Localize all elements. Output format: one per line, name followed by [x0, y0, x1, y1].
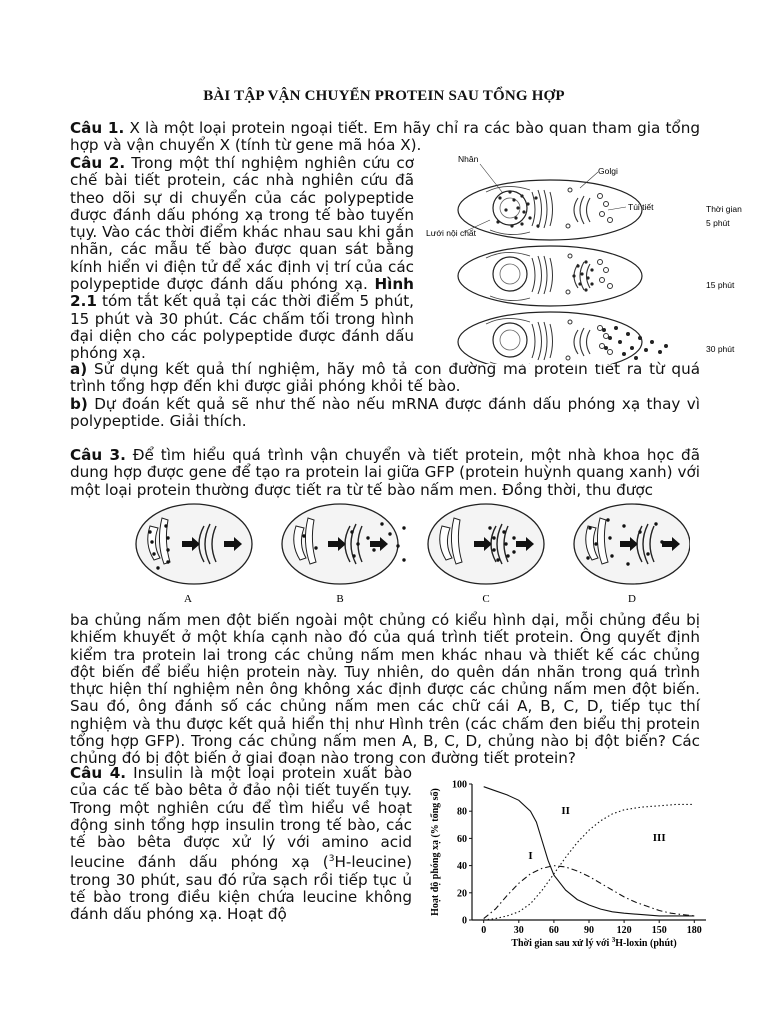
chart-series-label-II: II [561, 804, 570, 817]
chart-xlabel-post: H-loxin (phút) [615, 938, 677, 949]
part-a-label: a) [70, 360, 88, 378]
chart-series-label-I: I [528, 849, 533, 862]
question-4 [70, 765, 412, 924]
cell-5-minutes [458, 180, 642, 240]
part-a-text: Sử dụng kết quả thí nghiệm, hãy mô tả con đường mà protein tiết ra từ quá trình tổng hợp đến khi được giải phóng khỏi tế bào. [70, 360, 701, 396]
yeast-cell-c-label: C [482, 593, 490, 605]
question-1-text: X là một loại protein ngoại tiết. Em hãy chỉ ra các bào quan tham gia tổng hợp và vận chuyển X (tính từ gene mã hóa X). [70, 119, 700, 155]
chart-series-line-I [484, 866, 695, 919]
chart-series-line-III [484, 804, 695, 920]
question-3-intro [70, 447, 700, 499]
page-title: BÀI TẬP VẬN CHUYỂN PROTEIN SAU TỔNG HỢP [203, 88, 565, 104]
question-2-text-b: tóm tắt kết quả tại các thời điểm 5 phút, 15 phút và 30 phút. Các chấm tối trong hình đại diện cho các polypeptide được đánh dấu phóng xạ. [70, 292, 414, 363]
label-time-header: Thời gian [706, 204, 742, 214]
question-4-text-end: H-leucine) trong 30 phút, sau đó rửa sạch rồi tiếp tục ủ tế bào trong điều kiện chứa leucine không đánh dấu phóng xạ. Hoạt độ [70, 853, 412, 924]
chart-y-tick-label: 60 [457, 833, 467, 845]
part-b-label: b) [70, 394, 88, 413]
question-3-label: Câu 3. [70, 446, 126, 464]
yeast-cell-c [428, 504, 544, 605]
chart-xlabel-pre: Thời gian sau xử lý với [511, 938, 612, 949]
question-2-intro [70, 155, 414, 363]
chart-x-tick-label: 120 [616, 925, 632, 936]
chart-series-label-III: III [652, 832, 666, 845]
cell-30-minutes [458, 312, 668, 364]
question-1-label: Câu 1. [70, 119, 125, 137]
figure-2-1-reference: Hình 2.1 [70, 275, 414, 311]
figure-yeast-strains [128, 498, 690, 608]
question-3-text-b: ba chủng nấm men đột biến ngoài một chủng có kiểu hình dại, mỗi chủng đều bị khiếm khuyết ở một khía cạnh nào đó của quá trình tiết protein. Ông quyết định kiểm tra protein lai trong các chủng nấm men khác nhau và thiết kế các chủng đột biến để biểu hiện protein này. Tuy nhiên, do quên dán nhãn trong quá trình thực hiện thí nghiệm nên ông không xác định được các chủng nấm men đột biến. Sau đó, ông đánh số các chủng nấm men các chữ cái A, B, C, D, tiếp tục thí nghiệm và thu được kết quả hiển thị như Hình trên (các chấm đen biểu thị protein tổng hợp GFP). Trong các chủng nấm men A, B, C, D, chủng nào bị đột biến? Các chủng đó bị đột biến ở giai đoạn nào trong con đường tiết protein? [70, 611, 700, 768]
yeast-cell-b-label: B [336, 593, 344, 605]
question-2-text-a: Trong một thí nghiệm nghiên cứu cơ chế bài tiết protein, các nhà nghiên cứu đã theo dõi sự di chuyển của các polypeptide được đánh dấu phóng xạ trong tế bào tuyến tụy. Vào các thời điểm khác nhau sau khi gắn nhãn, các mẫu tế bào được quan sát bằng kính hiển vi điện tử để xác định vị trí của các polypeptide được đánh dấu phóng xạ. [70, 154, 414, 294]
label-time-30: 30 phút [706, 344, 735, 354]
yeast-cell-d [574, 504, 690, 605]
chart-series [484, 787, 695, 920]
chart-x-tick-label: 60 [548, 925, 559, 936]
figure-2-1-cells [420, 152, 760, 364]
question-4-superscript: 3 [328, 854, 335, 865]
chart-x-tick-label: 90 [584, 925, 594, 936]
chart-series-line-II [484, 787, 695, 916]
question-4-label: Câu 4. [70, 764, 127, 782]
yeast-cell-a [136, 504, 252, 605]
chart-ylabel: Hoạt độ phóng xạ (% tổng số) [430, 788, 441, 916]
yeast-cell-a-label: A [184, 593, 192, 605]
label-golgi: Golgi [598, 166, 618, 176]
yeast-cell-b [282, 504, 406, 605]
chart-x-tick-label: 0 [481, 925, 487, 936]
chart-xlabel [511, 936, 676, 949]
label-time-5: 5 phút [706, 218, 730, 228]
chart-y-tick-label: 80 [457, 806, 467, 818]
question-2-label: Câu 2. [70, 154, 126, 172]
radioactivity-chart [424, 772, 724, 952]
label-nucleus: Nhân [458, 154, 479, 164]
label-endoplasmic-reticulum: Lưới nội chất [426, 228, 477, 238]
question-2-parts [70, 361, 700, 430]
part-b-text: Dự đoán kết quả sẽ như thế nào nếu mRNA được đánh dấu phóng xạ thay vì polypeptide. Giải thích. [70, 394, 701, 430]
chart-x-tick-label: 150 [651, 925, 667, 936]
chart-xlabel-sup: 3 [611, 936, 616, 944]
label-time-15: 15 phút [706, 280, 735, 290]
cell-15-minutes [458, 246, 642, 306]
chart-y-tick-label: 100 [452, 779, 467, 791]
question-3-body [70, 612, 700, 768]
chart-y-tick-label: 0 [462, 915, 467, 927]
label-secretory-vesicle: Túi tiết [628, 202, 654, 212]
yeast-cell-d-label: D [628, 593, 636, 605]
chart-axes [452, 780, 706, 937]
chart-y-tick-label: 40 [457, 861, 467, 873]
question-1 [70, 120, 700, 155]
chart-x-tick-label: 30 [513, 925, 524, 936]
chart-y-tick-label: 20 [457, 888, 467, 900]
question-3-text-a: Để tìm hiểu quá trình vận chuyển và tiết protein, một nhà khoa học đã dung hợp được gene để tạo ra protein lai giữa GFP (protein huỳnh quang xanh) với một loại protein thường được tiết ra từ tế bào nấm men. Đồng thời, thu được [70, 446, 701, 499]
chart-x-tick-label: 180 [686, 925, 702, 936]
question-4-text: Insulin là một loại protein xuất bào của các tế bào bêta ở đảo nội tiết tuyến tụy. Trong một nghiên cứu để tìm hiểu về hoạt động sinh tổng hợp insulin trong tế bào, các tế bào bêta được xử lý với amino acid leucine đánh dấu phóng xạ ( [70, 764, 412, 872]
